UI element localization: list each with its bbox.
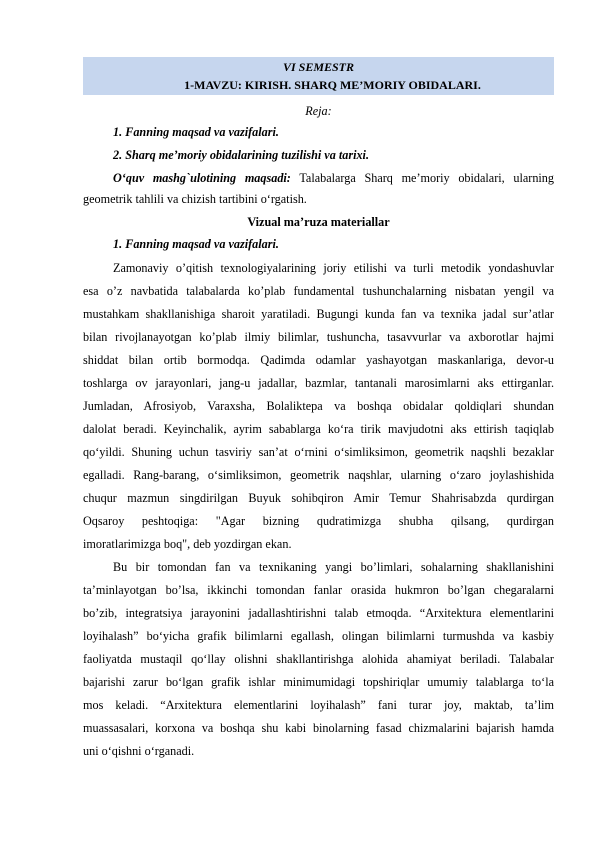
paragraph-1-line: egalladi. Rang-barang, o‘simliksimon, geometrik naqshlar, ularning o‘zaro joylashishida [83,468,554,482]
paragraph-1-line: bilan rivojlanayotgan ko’plab ilmiy bilimlar, tushuncha, tasavvurlar va axborotlar hajmi [83,330,554,344]
paragraph-1-line: qo‘yildi. Shuning uchun tasviriy san’at o‘rnini o‘simliksimon, geometrik naqshli bezaklar [83,445,554,459]
paragraph-1-line: toshlarga ov jarayonlari, jang-u jadallar, bazmlar, tantanali marosimlarni aks ettirganlar. [83,376,554,390]
paragraph-2-line: faoliyatda mustaqil qo‘llay olishni shakllantirishga alohida ahamiyat beriladi. Talabalar [83,652,554,666]
section-1-title: 1. Fanning maqsad va vazifalari. [113,237,279,251]
paragraph-1-line: shiddat bilan ortib bormodqa. Qadimda odamlar yashayotgan maskanlariga, devor-u [83,353,554,367]
paragraph-1-line: mustahkam shakllanishiga sharoit yaratiladi. Bugungi kunda fan va texnika jadal sur’atlar [83,307,554,321]
goal-line-1 [113,171,554,185]
paragraph-2-line: muassasalari, korxona va boshqa shu kabi binolarning fasad chizmalarini bajarish hamda [83,721,554,735]
paragraph-2-line: bo’zib, integratsiya jarayonini jadallashtirishni talab etmoqda. “Arxitektura elementlarini [83,606,554,620]
paragraph-2-line: Bu bir tomondan fan va texnikaning yangi bo’limlari, sohalarning shakllanishini [113,560,554,574]
header-banner [83,57,554,95]
goal-line-2: geometrik tahlili va chizish tartibini o‘rgatish. [83,192,307,206]
plan-item-1: 1. Fanning maqsad va vazifalari. [113,125,279,139]
materials-title: Vizual ma’ruza materiallar [247,215,390,229]
paragraph-1-line: Oqsaroy peshtoqiga: "Agar bizning qudratimizga shubha qilsang, qurdirgan [83,514,554,528]
paragraph-1-line: dalolat beradi. Keyinchalik, ayrim sabablarga ko‘ra tirik mavjudotni aks ettirish taqiqlab [83,422,554,436]
paragraph-2-line: mos keladi. “Arxitektura elementlarini loyihalash” fani turar joy, maktab, ta’lim [83,698,554,712]
paragraph-2-line: ta’minlayotgan bo’lsa, ikkinchi tomondan fanlar orasida hukmron bo’lgan chegaralarni [83,583,554,597]
paragraph-1-line: chuqur mazmun singdirilgan Buyuk sohibqiron Amir Temur Shahrisabzda qurdirgan [83,491,554,505]
paragraph-2-line: bajarishi zarur bo‘lgan grafik ishlar minimumidagi topshiriqlar umumiy talablarga to‘la [83,675,554,689]
plan-item-2: 2. Sharq me’moriy obidalarining tuzilishi va tarixi. [113,148,369,162]
paragraph-2-line: uni o‘qishni o‘rganadi. [83,744,195,758]
semester-heading: VI SEMESTR [282,60,355,74]
paragraph-1-line: imoratlarimizga boq", deb yozdirgan ekan. [83,537,292,551]
plan-title: Reja: [305,104,332,118]
goal-label: O‘quv mashg`ulotining maqsadi: [113,171,291,185]
paragraph-1-line: Jumladan, Afrosiyob, Varaxsha, Bolaliktepa va boshqa obidalar qoldiqlari shundan [83,399,554,413]
paragraph-2-line: loyihalash” bo‘yicha grafik bilimlarni egallash, olingan bilimlarni turmushda va kasbiy [83,629,554,643]
goal-text-1: Talabalarga Sharq me’moriy obidalari, ularning [290,171,554,185]
paragraph-1-line: esa o’z navbatida talabalarda ko’plab fundamental tushunchalarning nisbatan yengil va [83,284,554,298]
topic-heading: 1-MAVZU: KIRISH. SHARQ ME’MORIY OBIDALARI. [184,78,481,92]
paragraph-1-line: Zamonaviy o’qitish texnologiyalarining joriy etilishi va turli metodik yondashuvlar [113,261,554,275]
